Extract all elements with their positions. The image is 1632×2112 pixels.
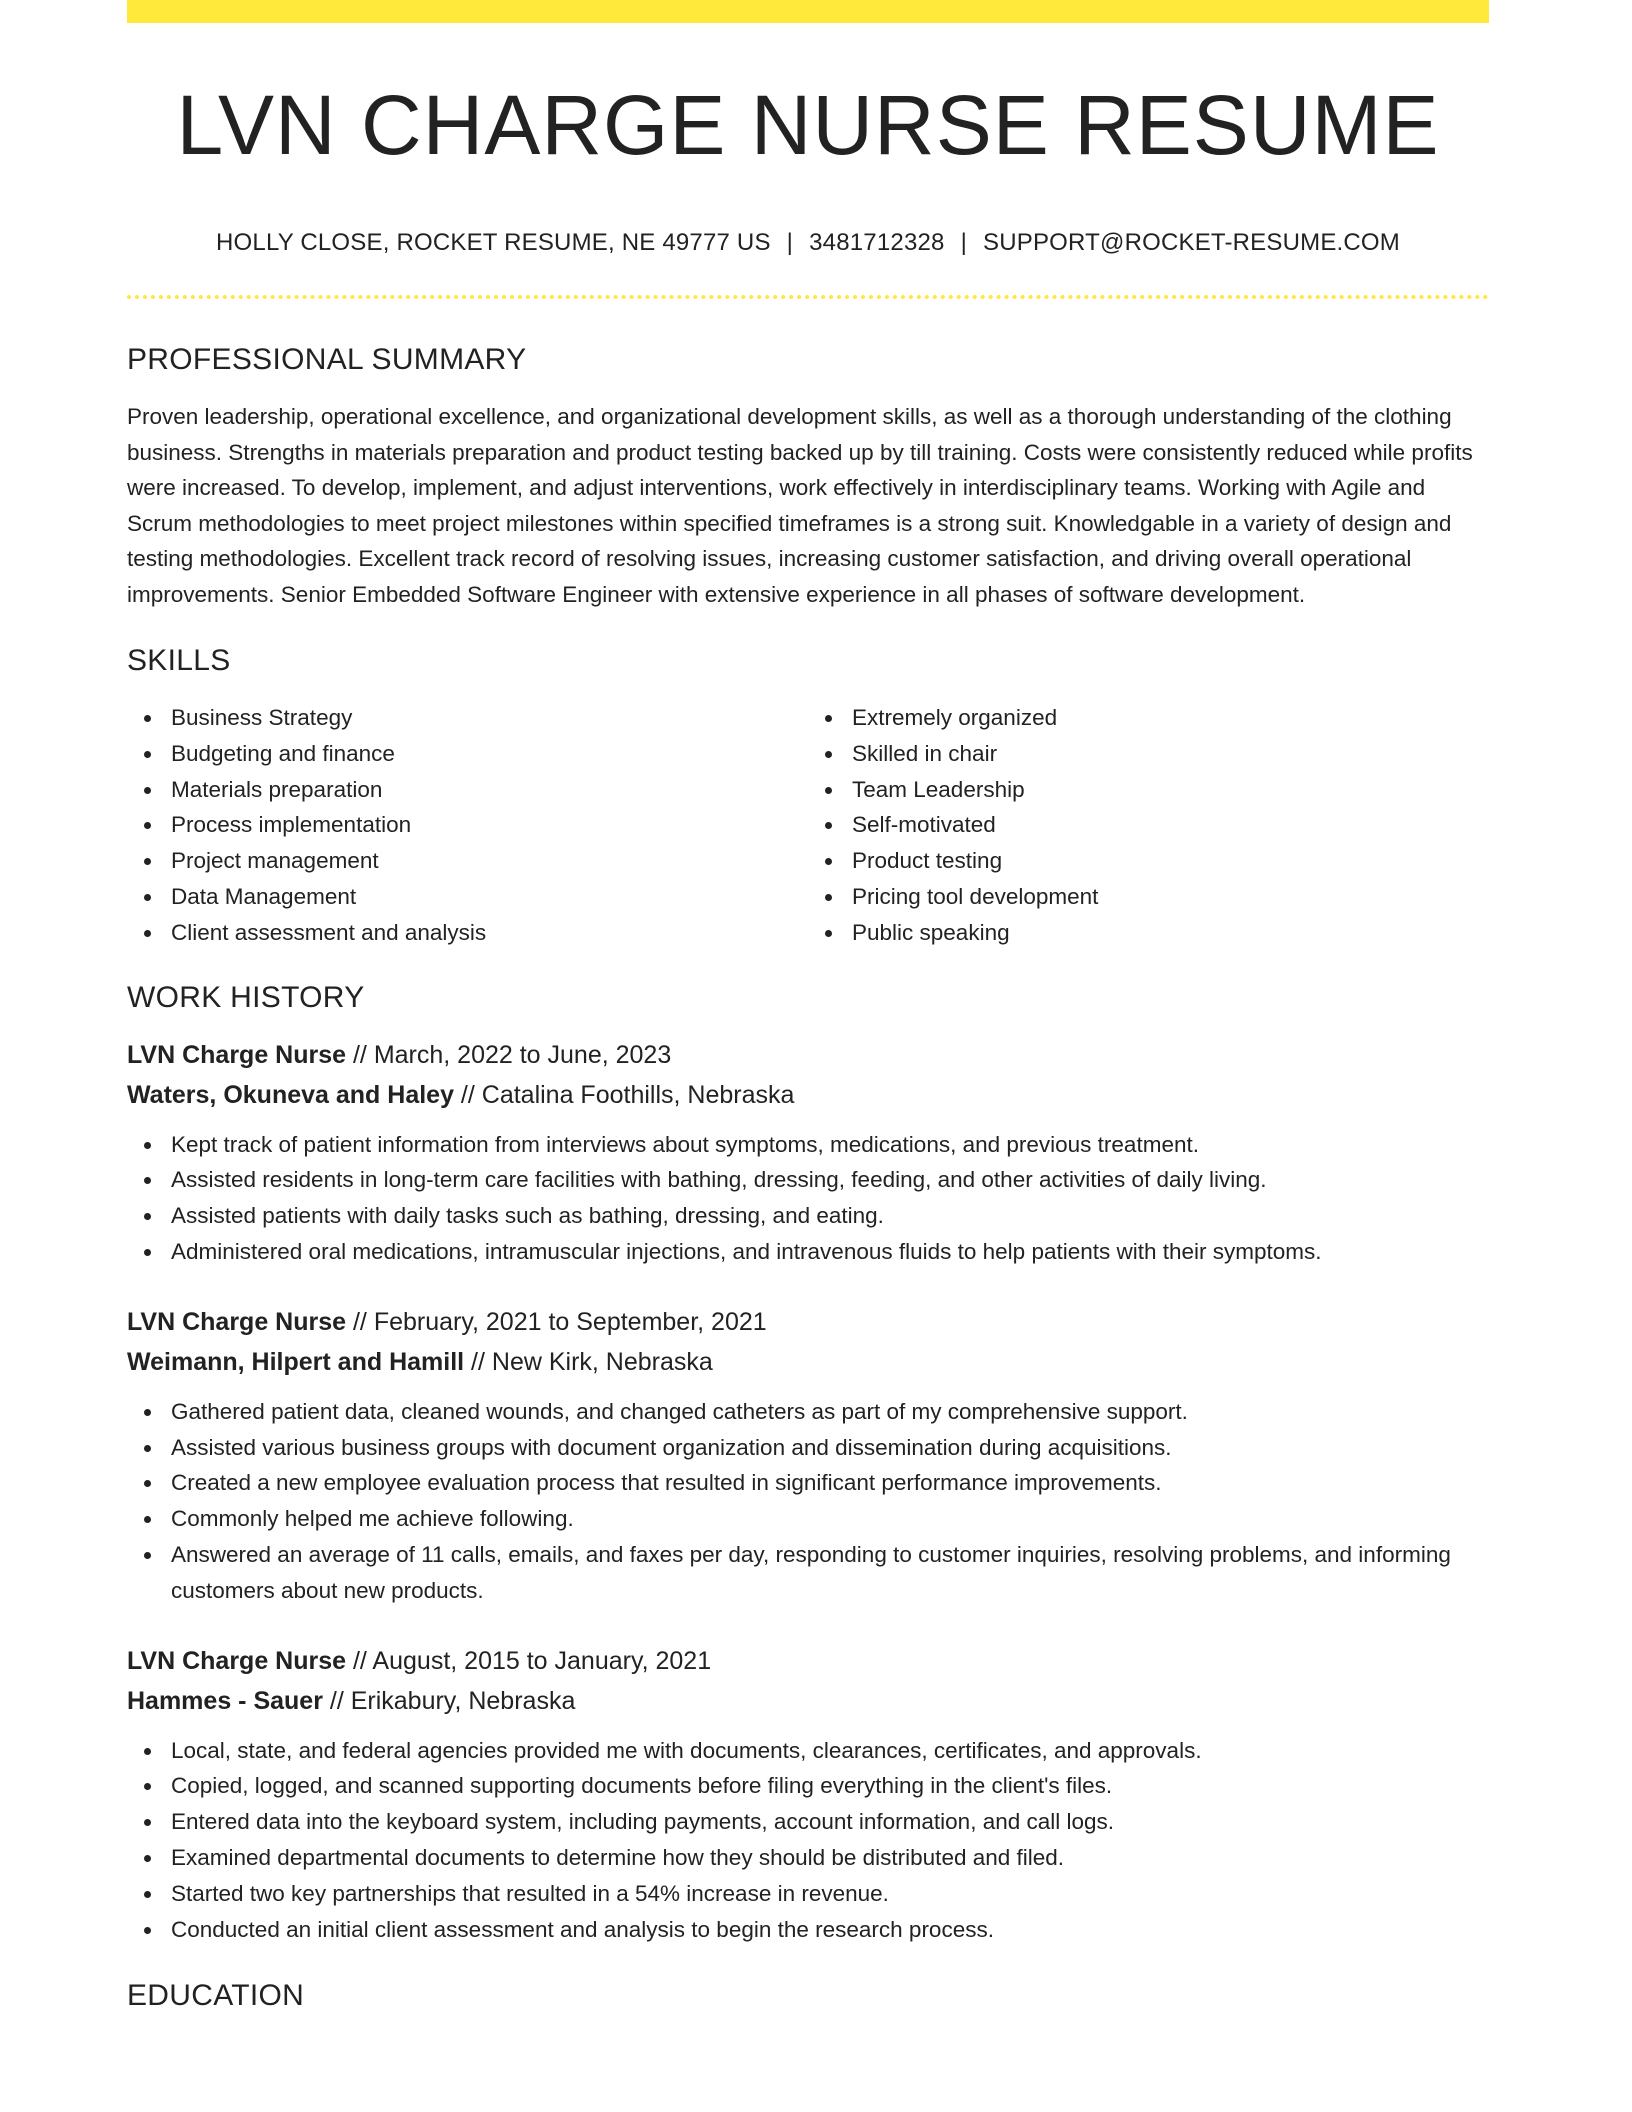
skills-heading: SKILLS — [127, 644, 231, 677]
duty-item: Started two key partnerships that resulted in a 54% increase in revenue. — [171, 1876, 1489, 1912]
job-duties — [127, 1394, 1489, 1609]
duty-item: Assisted residents in long-term care facilities with bathing, dressing, feeding, and other activities of daily living. — [171, 1162, 1489, 1198]
skill-item: Business Strategy — [171, 700, 808, 736]
job-location: // New Kirk, Nebraska — [464, 1347, 713, 1376]
duty-item: Gathered patient data, cleaned wounds, and changed catheters as part of my comprehensive support. — [171, 1394, 1489, 1430]
duty-item: Assisted various business groups with document organization and dissemination during acquisitions. — [171, 1430, 1489, 1466]
job-location: // Erikabury, Nebraska — [322, 1686, 576, 1715]
skill-item: Client assessment and analysis — [171, 915, 808, 951]
contact-separator: | — [960, 229, 968, 256]
duty-item: Assisted patients with daily tasks such as bathing, dressing, and eating. — [171, 1198, 1489, 1234]
job-duties — [127, 1733, 1489, 1948]
contact-address: HOLLY CLOSE, ROCKET RESUME, NE 49777 US — [216, 229, 771, 256]
dotted-divider — [127, 295, 1489, 299]
duty-item: Kept track of patient information from interviews about symptoms, medications, and previous treatment. — [171, 1127, 1489, 1163]
summary-text: Proven leadership, operational excellence, and organizational development skills, as well as a thorough understanding of the clothing business. Strengths in materials preparation and product testing backed up by till training. Costs were consistently reduced while profits were increased. To develop, implement, and adjust interventions, work effectively in interdisciplinary teams. Working with Agile and Scrum methodologies to meet project milestones within specified timeframes is a strong suit. Knowledgable in a variety of design and testing methodologies. Excellent track record of resolving issues, increasing customer satisfaction, and driving overall operational improvements. Senior Embedded Software Engineer with extensive experience in all phases of software development. — [127, 404, 1473, 607]
skills-column-left — [127, 700, 808, 951]
job-duties — [127, 1127, 1489, 1270]
contact-separator: | — [786, 229, 794, 256]
work-history-heading: WORK HISTORY — [127, 980, 365, 1014]
contact-line — [127, 229, 1489, 257]
job-entry — [127, 1302, 1489, 1609]
skill-item: Process implementation — [171, 807, 808, 843]
skills-column-right — [808, 700, 1489, 951]
summary-heading: PROFESSIONAL SUMMARY — [127, 343, 527, 376]
job-company: Waters, Okuneva and Haley — [127, 1080, 454, 1109]
job-dates: // February, 2021 to September, 2021 — [346, 1307, 767, 1336]
job-location: // Catalina Foothills, Nebraska — [453, 1080, 795, 1109]
job-entry — [127, 1035, 1489, 1270]
duty-item: Created a new employee evaluation process that resulted in significant performance improvements. — [171, 1465, 1489, 1501]
duty-item: Local, state, and federal agencies provided me with documents, clearances, certificates, and approvals. — [171, 1733, 1489, 1769]
job-title: LVN Charge Nurse — [127, 1040, 347, 1069]
job-dates: // March, 2022 to June, 2023 — [346, 1040, 672, 1069]
skills-grid — [127, 700, 1489, 951]
job-title: LVN Charge Nurse — [127, 1646, 347, 1675]
skill-item: Product testing — [852, 843, 1489, 879]
contact-email: SUPPORT@ROCKET-RESUME.COM — [983, 229, 1400, 256]
skill-item: Materials preparation — [171, 772, 808, 808]
job-title-line — [127, 1302, 1489, 1342]
job-title: LVN Charge Nurse — [127, 1307, 347, 1336]
job-company-line — [127, 1075, 1489, 1115]
duty-item: Administered oral medications, intramuscular injections, and intravenous fluids to help patients with their symptoms. — [171, 1234, 1489, 1270]
skill-item: Extremely organized — [852, 700, 1489, 736]
duty-item: Copied, logged, and scanned supporting documents before filing everything in the client's files. — [171, 1768, 1489, 1804]
job-entry — [127, 1641, 1489, 1948]
job-company-line — [127, 1681, 1489, 1721]
accent-top-bar — [127, 0, 1489, 23]
job-title-line — [127, 1035, 1489, 1075]
skill-item: Data Management — [171, 879, 808, 915]
job-dates: // August, 2015 to January, 2021 — [346, 1646, 712, 1675]
job-company-line — [127, 1342, 1489, 1382]
contact-phone: 3481712328 — [809, 229, 945, 256]
duty-item: Examined departmental documents to determine how they should be distributed and filed. — [171, 1840, 1489, 1876]
duty-item: Entered data into the keyboard system, including payments, account information, and call logs. — [171, 1804, 1489, 1840]
resume-title: LVN CHARGE NURSE RESUME — [176, 78, 1440, 172]
skill-item: Skilled in chair — [852, 736, 1489, 772]
duty-item: Commonly helped me achieve following. — [171, 1501, 1489, 1537]
skill-item: Budgeting and finance — [171, 736, 808, 772]
skill-item: Public speaking — [852, 915, 1489, 951]
duty-item: Conducted an initial client assessment and analysis to begin the research process. — [171, 1912, 1489, 1948]
education-heading: EDUCATION — [127, 1979, 305, 2013]
job-title-line — [127, 1641, 1489, 1681]
duty-item: Answered an average of 11 calls, emails, and faxes per day, responding to customer inquiries, resolving problems, and informing customers about new products. — [171, 1537, 1489, 1609]
skill-item: Pricing tool development — [852, 879, 1489, 915]
skill-item: Team Leadership — [852, 772, 1489, 808]
skill-item: Self-motivated — [852, 807, 1489, 843]
skill-item: Project management — [171, 843, 808, 879]
job-company: Weimann, Hilpert and Hamill — [127, 1347, 465, 1376]
job-company: Hammes - Sauer — [127, 1686, 323, 1715]
resume-page — [127, 0, 1489, 2013]
